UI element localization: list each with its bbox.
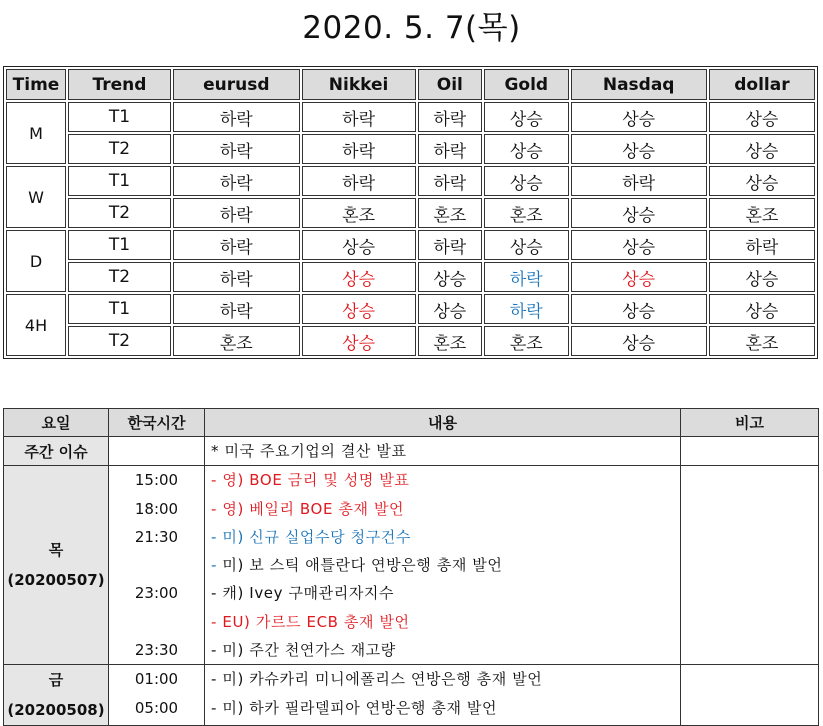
- day-label: 목: [48, 541, 64, 560]
- trend-table: [3, 66, 818, 359]
- value-cell: 혼조: [709, 326, 815, 356]
- schedule-header-row: [4, 409, 819, 437]
- weekly-issue-label: 주간 이슈: [4, 437, 109, 466]
- trend-row: [6, 102, 815, 132]
- event-item: - 미) 신규 실업수당 청구건수: [211, 527, 411, 546]
- day-cell: [4, 466, 109, 665]
- period-cell: D: [6, 230, 66, 292]
- trend-cell: T2: [68, 262, 171, 292]
- event-item: - 캐) Ivey 구매관리자지수: [211, 584, 395, 603]
- value-cell: 혼조: [709, 198, 815, 228]
- event-item: - 영) BOE 금리 및 성명 발표: [211, 471, 410, 490]
- time-value: 18:00: [134, 499, 179, 518]
- schedule-day-row: [4, 665, 819, 726]
- value-cell: 상승: [484, 166, 568, 196]
- value-cell: 하락: [302, 102, 416, 132]
- value-cell: 하락: [484, 262, 568, 292]
- trend-row: [6, 198, 815, 228]
- value-cell: 혼조: [484, 326, 568, 356]
- value-cell: 상승: [709, 262, 815, 292]
- value-cell: 상승: [709, 134, 815, 164]
- weekly-issue-note: [681, 437, 819, 466]
- value-cell: 상승: [418, 262, 483, 292]
- value-cell: 하락: [173, 166, 300, 196]
- value-cell: 상승: [484, 230, 568, 260]
- value-cell: 하락: [173, 294, 300, 324]
- time-value: [109, 551, 204, 579]
- time-cell: [109, 665, 205, 726]
- day-label: 금: [48, 671, 64, 690]
- value-cell: 상승: [571, 326, 707, 356]
- content-cell: [205, 665, 681, 726]
- header-dollar: dollar: [709, 69, 815, 100]
- header-oil: Oil: [418, 69, 483, 100]
- value-cell: 하락: [302, 134, 416, 164]
- value-cell: 하락: [173, 230, 300, 260]
- value-cell: 상승: [571, 230, 707, 260]
- value-cell: 상승: [709, 102, 815, 132]
- time-value: 23:00: [134, 584, 179, 603]
- value-cell: 상승: [571, 134, 707, 164]
- trend-row: [6, 262, 815, 292]
- value-cell: 혼조: [173, 326, 300, 356]
- value-cell: 상승: [709, 166, 815, 196]
- weekly-issue-text: * 미국 주요기업의 결산 발표: [211, 442, 407, 460]
- time-value: 01:00: [134, 670, 179, 689]
- time-value: [109, 608, 204, 636]
- trend-cell: T2: [68, 326, 171, 356]
- header-note: 비고: [681, 409, 819, 437]
- trend-cell: T2: [68, 134, 171, 164]
- trend-row: [6, 134, 815, 164]
- value-cell: 하락: [173, 198, 300, 228]
- value-cell: 혼조: [418, 326, 483, 356]
- header-eurusd: eurusd: [173, 69, 300, 100]
- value-cell: 하락: [484, 294, 568, 324]
- trend-header-row: [6, 69, 815, 100]
- value-cell: 상승: [709, 294, 815, 324]
- value-cell: 하락: [571, 166, 707, 196]
- trend-row: [6, 166, 815, 196]
- value-cell: 혼조: [302, 198, 416, 228]
- value-cell: 하락: [418, 102, 483, 132]
- time-value: 21:30: [134, 527, 179, 546]
- value-cell: 하락: [173, 102, 300, 132]
- value-cell: 하락: [709, 230, 815, 260]
- header-day: 요일: [4, 409, 109, 437]
- weekly-issue-row: [4, 437, 819, 466]
- value-cell: 혼조: [418, 198, 483, 228]
- value-cell: 상승: [484, 102, 568, 132]
- day-cell: [4, 665, 109, 726]
- value-cell: 상승: [302, 326, 416, 356]
- time-value: 05:00: [134, 698, 179, 717]
- value-cell: 상승: [571, 262, 707, 292]
- event-item: - 미) 보 스틱 애틀란다 연방은행 총재 발언: [211, 556, 503, 575]
- value-cell: 상승: [418, 294, 483, 324]
- value-cell: 상승: [302, 294, 416, 324]
- note-cell: [681, 665, 819, 726]
- period-cell: M: [6, 102, 66, 164]
- schedule-day-row: [4, 466, 819, 665]
- event-item: - 미) 카슈카리 미니에폴리스 연방은행 총재 발언: [211, 670, 543, 689]
- trend-cell: T1: [68, 294, 171, 324]
- value-cell: 하락: [173, 134, 300, 164]
- trend-row: [6, 230, 815, 260]
- value-cell: 상승: [302, 262, 416, 292]
- trend-row: [6, 294, 815, 324]
- content-cell: [205, 466, 681, 665]
- value-cell: 하락: [173, 262, 300, 292]
- value-cell: 상승: [571, 102, 707, 132]
- day-date: (20200508): [7, 701, 105, 720]
- header-trend: Trend: [68, 69, 171, 100]
- header-gold: Gold: [484, 69, 568, 100]
- schedule-table: [3, 408, 819, 726]
- value-cell: 상승: [484, 134, 568, 164]
- trend-cell: T2: [68, 198, 171, 228]
- value-cell: 하락: [418, 134, 483, 164]
- time-value: 15:00: [134, 471, 179, 490]
- value-cell: 상승: [302, 230, 416, 260]
- weekly-issue-content: [205, 437, 681, 466]
- header-content: 내용: [205, 409, 681, 437]
- trend-cell: T1: [68, 102, 171, 132]
- event-item: - 미) 하카 필라델피아 연방은행 총재 발언: [211, 698, 498, 717]
- day-date: (20200507): [7, 571, 105, 590]
- value-cell: 하락: [418, 230, 483, 260]
- value-cell: 상승: [571, 294, 707, 324]
- header-nikkei: Nikkei: [302, 69, 416, 100]
- trend-row: [6, 326, 815, 356]
- trend-table-body: [6, 102, 815, 356]
- page-title: 2020. 5. 7(목): [302, 10, 521, 46]
- schedule-table-body: [4, 437, 819, 726]
- event-item: - EU) 가르드 ECB 총재 발언: [211, 612, 410, 631]
- value-cell: 상승: [571, 198, 707, 228]
- event-item: - 영) 베일리 BOE 총재 발언: [211, 499, 405, 518]
- value-cell: 하락: [302, 166, 416, 196]
- weekly-issue-time: [109, 437, 205, 466]
- header-time: Time: [6, 69, 66, 100]
- header-nasdaq: Nasdaq: [571, 69, 707, 100]
- note-cell: [681, 466, 819, 665]
- trend-cell: T1: [68, 166, 171, 196]
- time-cell: [109, 466, 205, 665]
- value-cell: 하락: [418, 166, 483, 196]
- header-korea-time: 한국시간: [109, 409, 205, 437]
- trend-cell: T1: [68, 230, 171, 260]
- event-bullet: -: [211, 556, 218, 575]
- period-cell: W: [6, 166, 66, 228]
- event-item: - 미) 주간 천연가스 재고량: [211, 641, 396, 660]
- value-cell: 혼조: [484, 198, 568, 228]
- period-cell: 4H: [6, 294, 66, 356]
- time-value: 23:30: [134, 641, 179, 660]
